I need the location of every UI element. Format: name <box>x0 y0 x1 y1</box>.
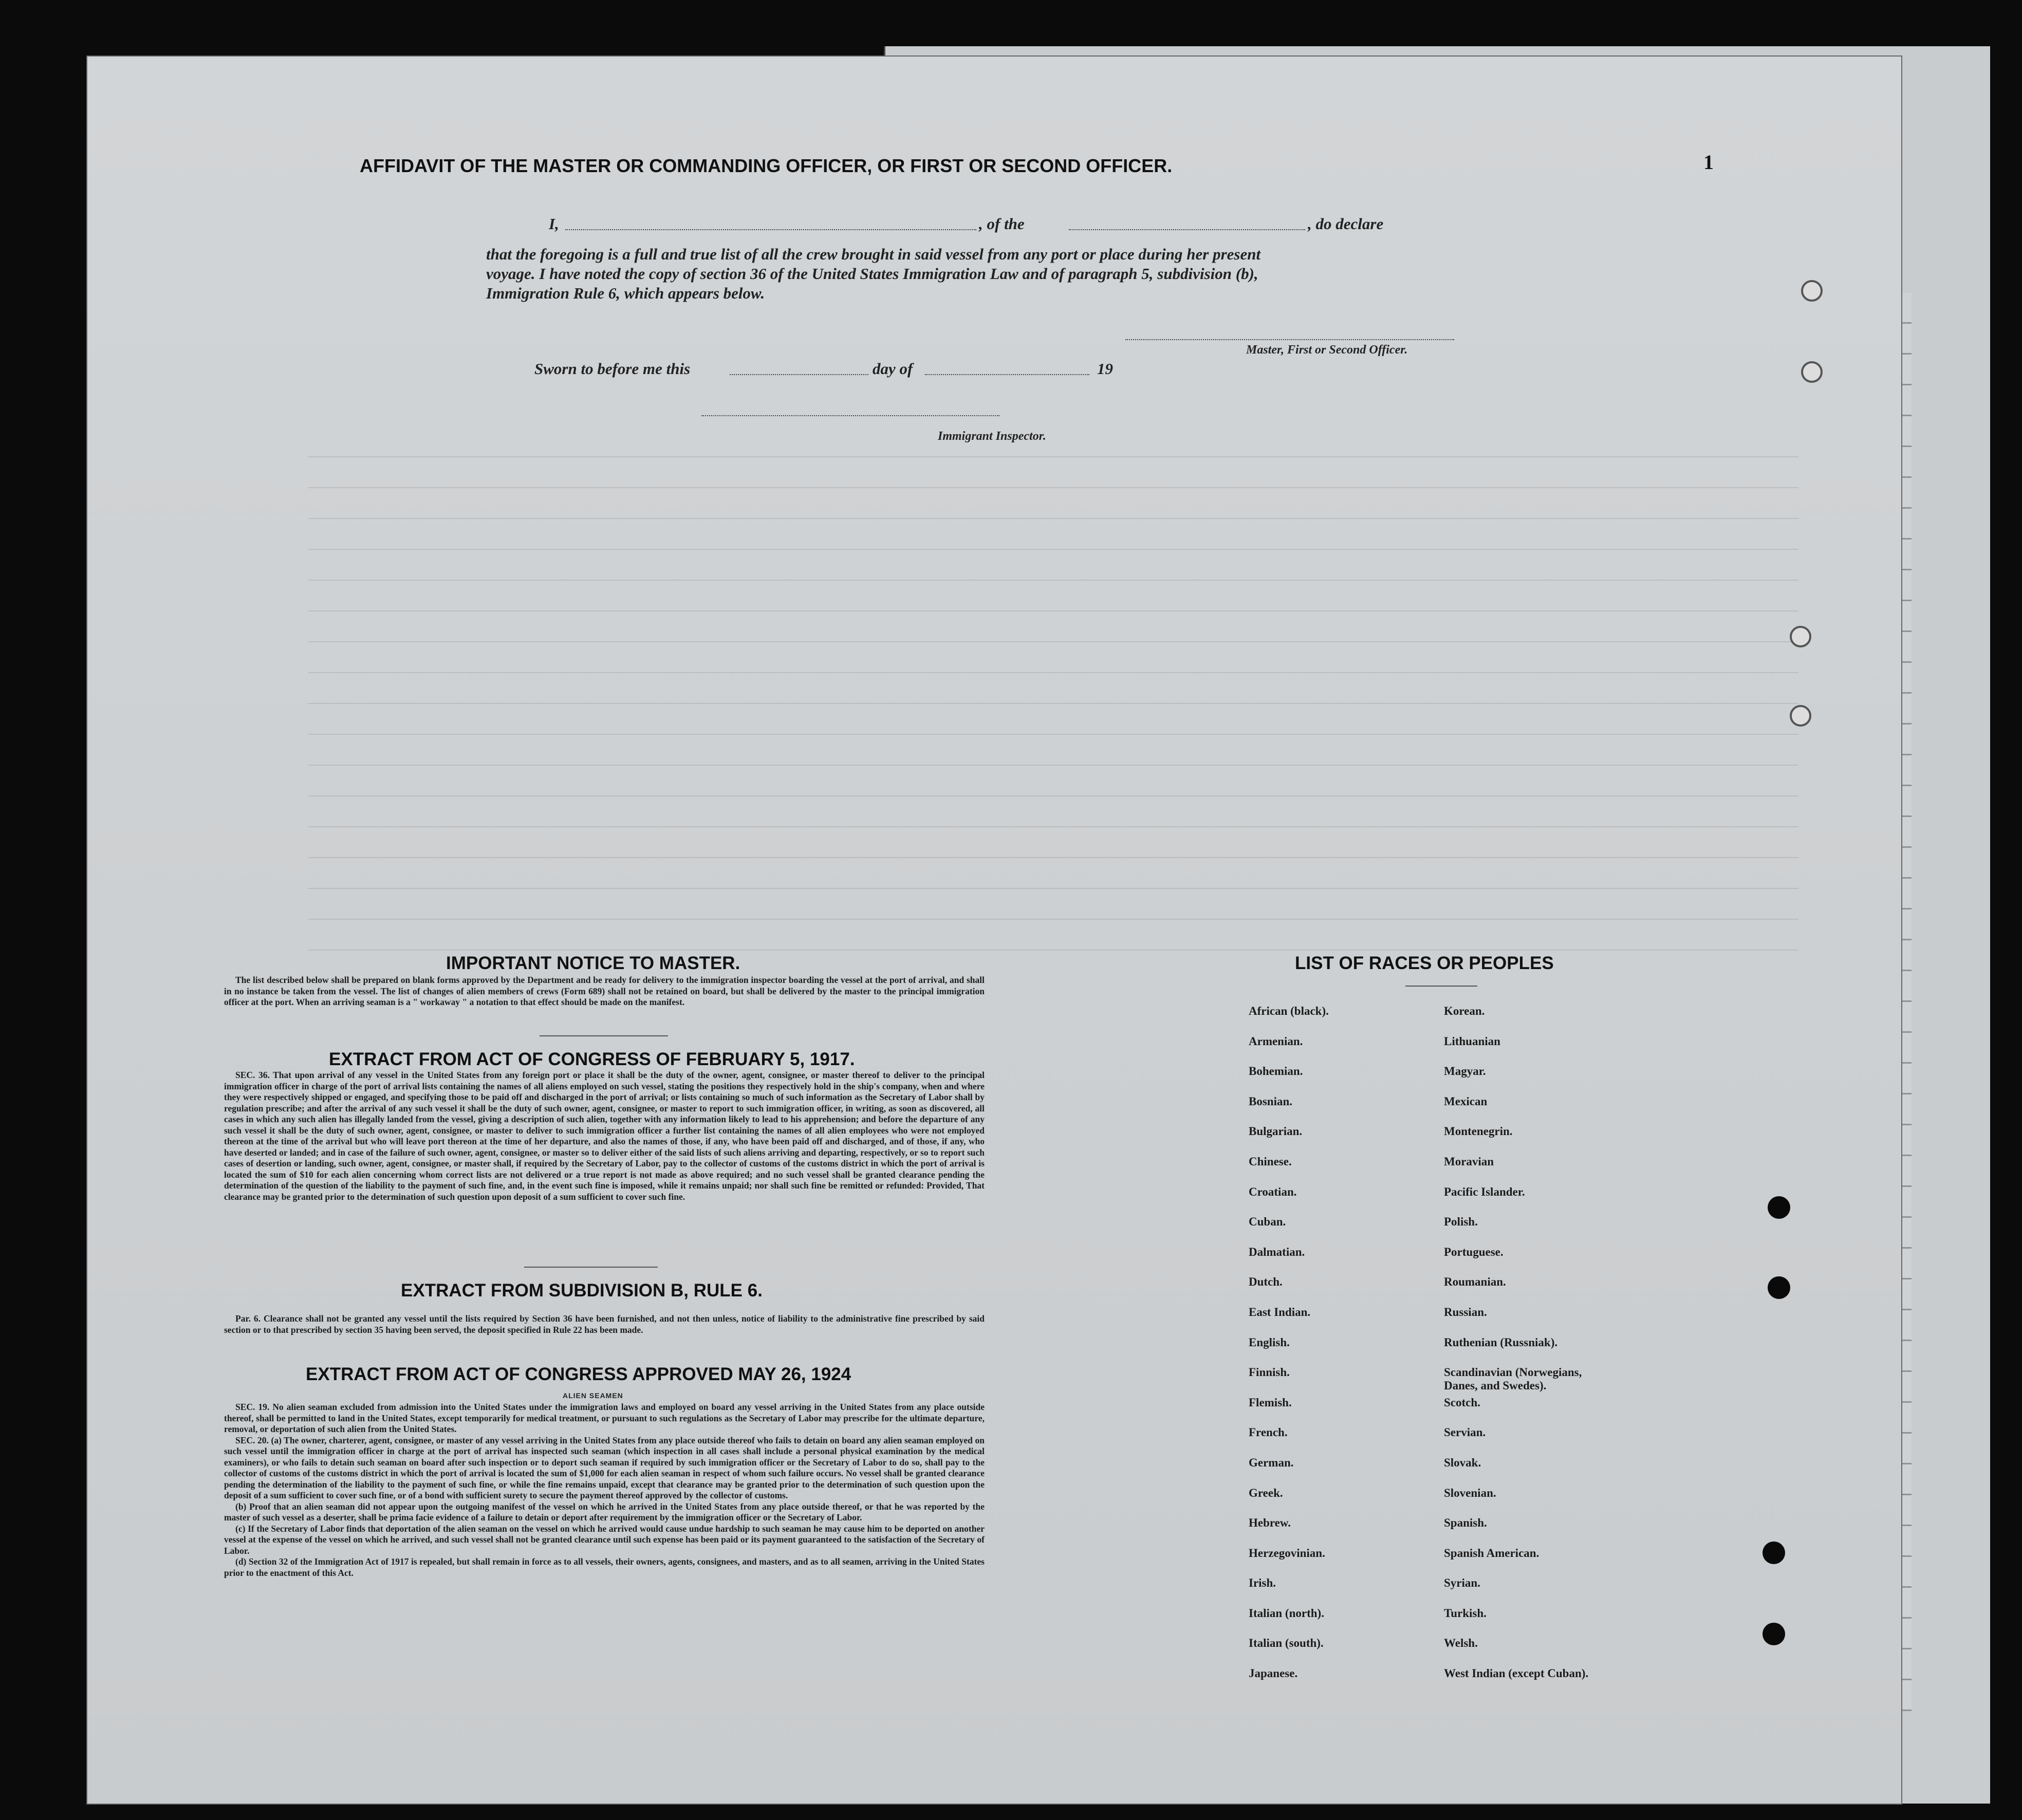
race-item: Scotch. <box>1444 1396 1480 1409</box>
race-item: Slovenian. <box>1444 1486 1496 1499</box>
sworn-day-blank <box>730 374 868 375</box>
races-title: LIST OF RACES OR PEOPLES <box>1295 953 1554 973</box>
punch-hole <box>1768 1276 1790 1299</box>
race-item: Slovak. <box>1444 1456 1481 1469</box>
punch-ring <box>1790 705 1811 727</box>
sworn-text: Sworn to before me this <box>534 360 691 378</box>
races-left-column <box>1249 1005 1329 1697</box>
section-20b-paragraph: (b) Proof that an alien seaman did not appear upon the outgoing manifest of the vessel on which he arrived in the United States from any place outside thereof, or that he was reported by the master of such vessel as a deserter, shall be prima facie evidence of a failure to detain or deport after requirement by the immigration officer or the Secretary of Labor. <box>224 1501 985 1522</box>
extract-rule6-text <box>224 1313 985 1335</box>
race-item: Lithuanian <box>1444 1034 1500 1048</box>
race-item: Italian (north). <box>1249 1606 1324 1620</box>
section-36-paragraph: SEC. 36. That upon arrival of any vessel in the United States from any foreign port or place it shall be the duty of the owner, agent, consignee, or master thereof to deliver to the principal immigration officer in charge of the port of arrival lists containing the names of all aliens employed on such vessel, stating the positions they respectively hold in the ship's company, when and where they were respectively shipped or engaged, and specifying those to be paid off and discharged in the port of arrival; or lists containing so much of such information as the Secretary of Labor shall by regulation prescribe; and after the arrival of any such vessel it shall be the duty of such owner, agent, consignee, or master to report to such immigration officer, in writing, as soon as discovered, all cases in which any such alien has illegally landed from the vessel, giving a description of such alien, together with any information likely to lead to his apprehension; and before the departure of any such vessel it shall be the duty of such owner, agent, consignee, or master to deliver to such immigration officer a further list containing the names of all alien employees who were not employed thereon at the time of the arrival but who will leave port thereon at the time of her departure, and also the names of those, if any, who have been paid off and discharged, and of those, if any, who have deserted or landed; and in case of the failure of such owner, agent, consignee, or master so to deliver either of the said lists of such aliens arriving and departing, respectively, or so to report such cases of desertion or landing, such owner, agent, consignee, or master shall, if required by the Secretary of Labor, pay to the collector of customs of the customs district in which the port of arrival is located the sum of $10 for each alien concerning whom correct lists are not delivered or a true report is not made as above required; and no such vessel shall be granted clearance pending the determination of the question of the liability to the payment of such fine, and, in the event such fine is imposed, while it remains unpaid; nor shall such fine be remitted or refunded: Provided, That clearance may be granted prior to the determination of such question upon deposit of a sum sufficient to cover such fine. <box>224 1070 985 1202</box>
punch-ring <box>1790 626 1811 647</box>
extract-1924-title: EXTRACT FROM ACT OF CONGRESS APPROVED MAY 26, 1924 <box>306 1364 851 1384</box>
race-item: Dutch. <box>1249 1275 1283 1289</box>
vessel-blank <box>1069 229 1305 230</box>
race-item: Finnish. <box>1249 1366 1290 1379</box>
race-item: Hebrew. <box>1249 1516 1291 1530</box>
notice-text <box>224 975 985 1008</box>
year-prefix: 19 <box>1097 360 1113 378</box>
day-of-text: day of <box>873 360 913 378</box>
punch-ring <box>1801 361 1823 383</box>
race-item: Japanese. <box>1249 1667 1298 1680</box>
race-item: Cuban. <box>1249 1215 1286 1229</box>
affidavit-line-3: voyage. I have noted the copy of section 36 of the United States Immigration Law and of paragraph 5, subdivision (b), <box>486 265 1258 283</box>
race-item: Roumanian. <box>1444 1275 1506 1289</box>
race-item: Dalmatian. <box>1249 1245 1305 1258</box>
affidavit-i: I, <box>549 215 559 233</box>
affidavit-line-4: Immigration Rule 6, which appears below. <box>486 284 765 302</box>
inspector-signature-line <box>701 415 999 416</box>
race-item: Syrian. <box>1444 1576 1480 1590</box>
race-item: Bulgarian. <box>1249 1125 1303 1138</box>
race-item: Herzegovinian. <box>1249 1546 1325 1559</box>
affidavit-title: AFFIDAVIT OF THE MASTER OR COMMANDING OFFICER, OR FIRST OR SECOND OFFICER. <box>360 155 1173 176</box>
races-right-column <box>1444 1005 1608 1697</box>
section-19-paragraph: SEC. 19. No alien seaman excluded from admission into the United States under the immigration laws and employed on board any vessel arriving in the United States from any place outside thereof, shall be permitted to land in the United States, except temporarily for medical treatment, or pursuant to such regulations as the Secretary of Labor may prescribe for the ultimate departure, removal, or deportation of such alien from the United States. <box>224 1402 985 1434</box>
extract-1924-text <box>224 1402 985 1578</box>
race-item: Ruthenian (Russniak). <box>1444 1335 1558 1349</box>
race-item: Spanish. <box>1444 1516 1487 1530</box>
race-item: Mexican <box>1444 1094 1488 1108</box>
race-item: Italian (south). <box>1249 1637 1324 1650</box>
punch-hole <box>1763 1542 1785 1564</box>
section-20a-paragraph: SEC. 20. (a) The owner, charterer, agent, consignee, or master of any vessel arriving in the United States from any place outside thereof who fails to detain on board any alien seaman employed on such vessel until the immigration officer in charge at the port of arrival has inspected such seaman (which inspection in all cases shall include a personal physical examination by the medical examiners), or who fails to detain such seaman on board after such inspection or to deport such seaman if required by such immigration officer or the Secretary of Labor to do so, shall pay to the collector of customs of the customs district in which the port of arrival is located the sum of $1,000 for each alien seaman in respect of whom such failure occurs. No vessel shall be granted clearance pending the determination of the liability to the payment of such fine, or while the fine remains unpaid, except that clearance may be granted prior to the determination of such question upon the deposit of a sum sufficient to cover such fine, or of a bond with sufficient surety to secure the payment thereof approved by the collector of customs. <box>224 1435 985 1500</box>
alien-seamen-subtitle: ALIEN SEAMEN <box>563 1391 623 1400</box>
punch-ring <box>1801 280 1823 302</box>
page-number: 1 <box>1703 151 1714 174</box>
race-item: African (black). <box>1249 1005 1329 1017</box>
race-item: Pacific Islander. <box>1444 1185 1525 1198</box>
punch-hole <box>1768 1196 1790 1219</box>
race-item: Magyar. <box>1444 1065 1486 1078</box>
race-item: East Indian. <box>1249 1305 1311 1318</box>
master-signature-line <box>1125 339 1454 340</box>
race-item: Flemish. <box>1249 1396 1292 1409</box>
race-item: Montenegrin. <box>1444 1125 1513 1138</box>
race-item: Chinese. <box>1249 1155 1292 1168</box>
race-item: Croatian. <box>1249 1185 1297 1198</box>
affidavit-do-declare: , do declare <box>1308 215 1384 233</box>
punch-hole <box>1763 1623 1785 1645</box>
race-item: Polish. <box>1444 1215 1478 1229</box>
race-item: Moravian <box>1444 1155 1494 1168</box>
affidavit-of-the: , of the <box>979 215 1025 233</box>
name-blank <box>565 229 976 230</box>
race-item: Armenian. <box>1249 1034 1303 1048</box>
race-item: West Indian (except Cuban). <box>1444 1667 1589 1680</box>
race-item: German. <box>1249 1456 1294 1469</box>
sworn-month-blank <box>925 374 1089 375</box>
race-item: Turkish. <box>1444 1606 1487 1620</box>
races-rule <box>1405 986 1477 987</box>
inspector-label: Immigrant Inspector. <box>938 430 1046 443</box>
race-item: Irish. <box>1249 1576 1276 1590</box>
race-item: Korean. <box>1444 1005 1485 1017</box>
race-item: French. <box>1249 1426 1288 1439</box>
extract-1917-text <box>224 1070 985 1202</box>
section-20c-paragraph: (c) If the Secretary of Labor finds that deportation of the alien seaman on the vessel on which he arrived would cause undue hardship to such seaman he may cause him to be deported on another vessel at the expense of the vessel on which he arrived, and such vessel shall not be granted clearance until such expense has been paid or its payment guaranteed to the satisfaction of the Secretary of Labor. <box>224 1523 985 1556</box>
notice-title: IMPORTANT NOTICE TO MASTER. <box>446 953 740 973</box>
race-item: Servian. <box>1444 1426 1486 1439</box>
rule6-paragraph: Par. 6. Clearance shall not be granted any vessel until the lists required by Section 36 have been furnished, and not then unless, notice of liability to the administrative fine prescribed by said section or to that prescribed by section 35 having been served, the deposit specified in Rule 22 has been made. <box>224 1313 985 1335</box>
affidavit-line-2: that the foregoing is a full and true list of all the crew brought in said vessel from any port or place during her present <box>486 245 1261 263</box>
race-item: Scandinavian (Norwegians, Danes, and Swedes). <box>1444 1366 1582 1392</box>
extract-1917-title: EXTRACT FROM ACT OF CONGRESS OF FEBRUARY 5, 1917. <box>329 1049 855 1069</box>
race-item: Bohemian. <box>1249 1065 1303 1078</box>
extract-rule6-title: EXTRACT FROM SUBDIVISION B, RULE 6. <box>401 1280 763 1301</box>
race-item: English. <box>1249 1335 1290 1349</box>
race-item: Greek. <box>1249 1486 1283 1499</box>
race-item: Welsh. <box>1444 1637 1478 1650</box>
master-signature-label: Master, First or Second Officer. <box>1246 343 1408 357</box>
bleed-through-table <box>308 426 1798 951</box>
extract-1917-rule <box>524 1267 658 1268</box>
race-item: Russian. <box>1444 1305 1487 1318</box>
race-item: Spanish American. <box>1444 1546 1539 1559</box>
race-item: Bosnian. <box>1249 1094 1293 1108</box>
notice-rule <box>540 1035 668 1036</box>
section-20d-paragraph: (d) Section 32 of the Immigration Act of 1917 is repealed, but shall remain in force as to all vessels, their owners, agents, consignees, and masters, and as to all seamen, arriving in the United States prior to the enactment of this Act. <box>224 1556 985 1578</box>
race-item: Portuguese. <box>1444 1245 1504 1258</box>
notice-paragraph: The list described below shall be prepared on blank forms approved by the Department and be ready for delivery to the immigration inspector boarding the vessel at the port of arrival, and shall in no instance be taken from the vessel. The list of changes of alien members of crews (Form 689) shall not be retained on board, but shall be delivered by the master to the principal immigration officer at the port. When an arriving seaman is a " workaway " a notation to that effect should be made on the manifest. <box>224 975 985 1007</box>
